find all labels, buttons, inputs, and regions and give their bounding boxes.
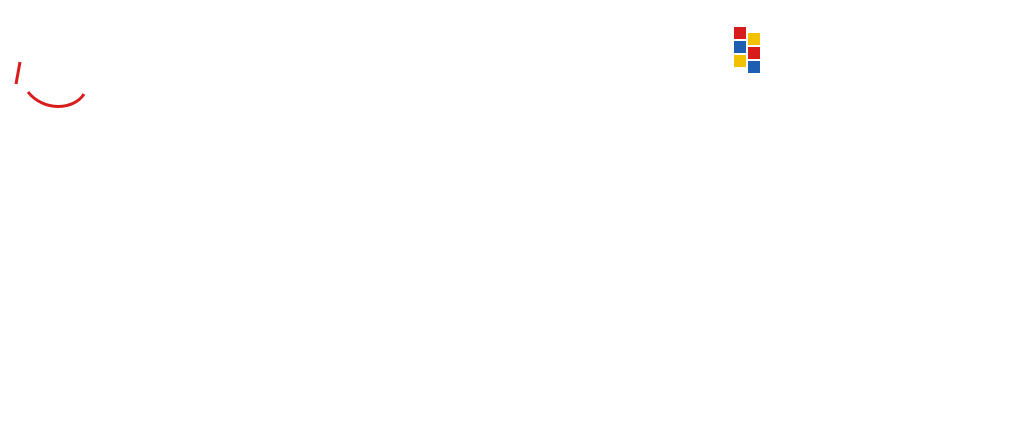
sportvisserij-logo xyxy=(732,23,882,83)
club-logo xyxy=(14,22,186,112)
